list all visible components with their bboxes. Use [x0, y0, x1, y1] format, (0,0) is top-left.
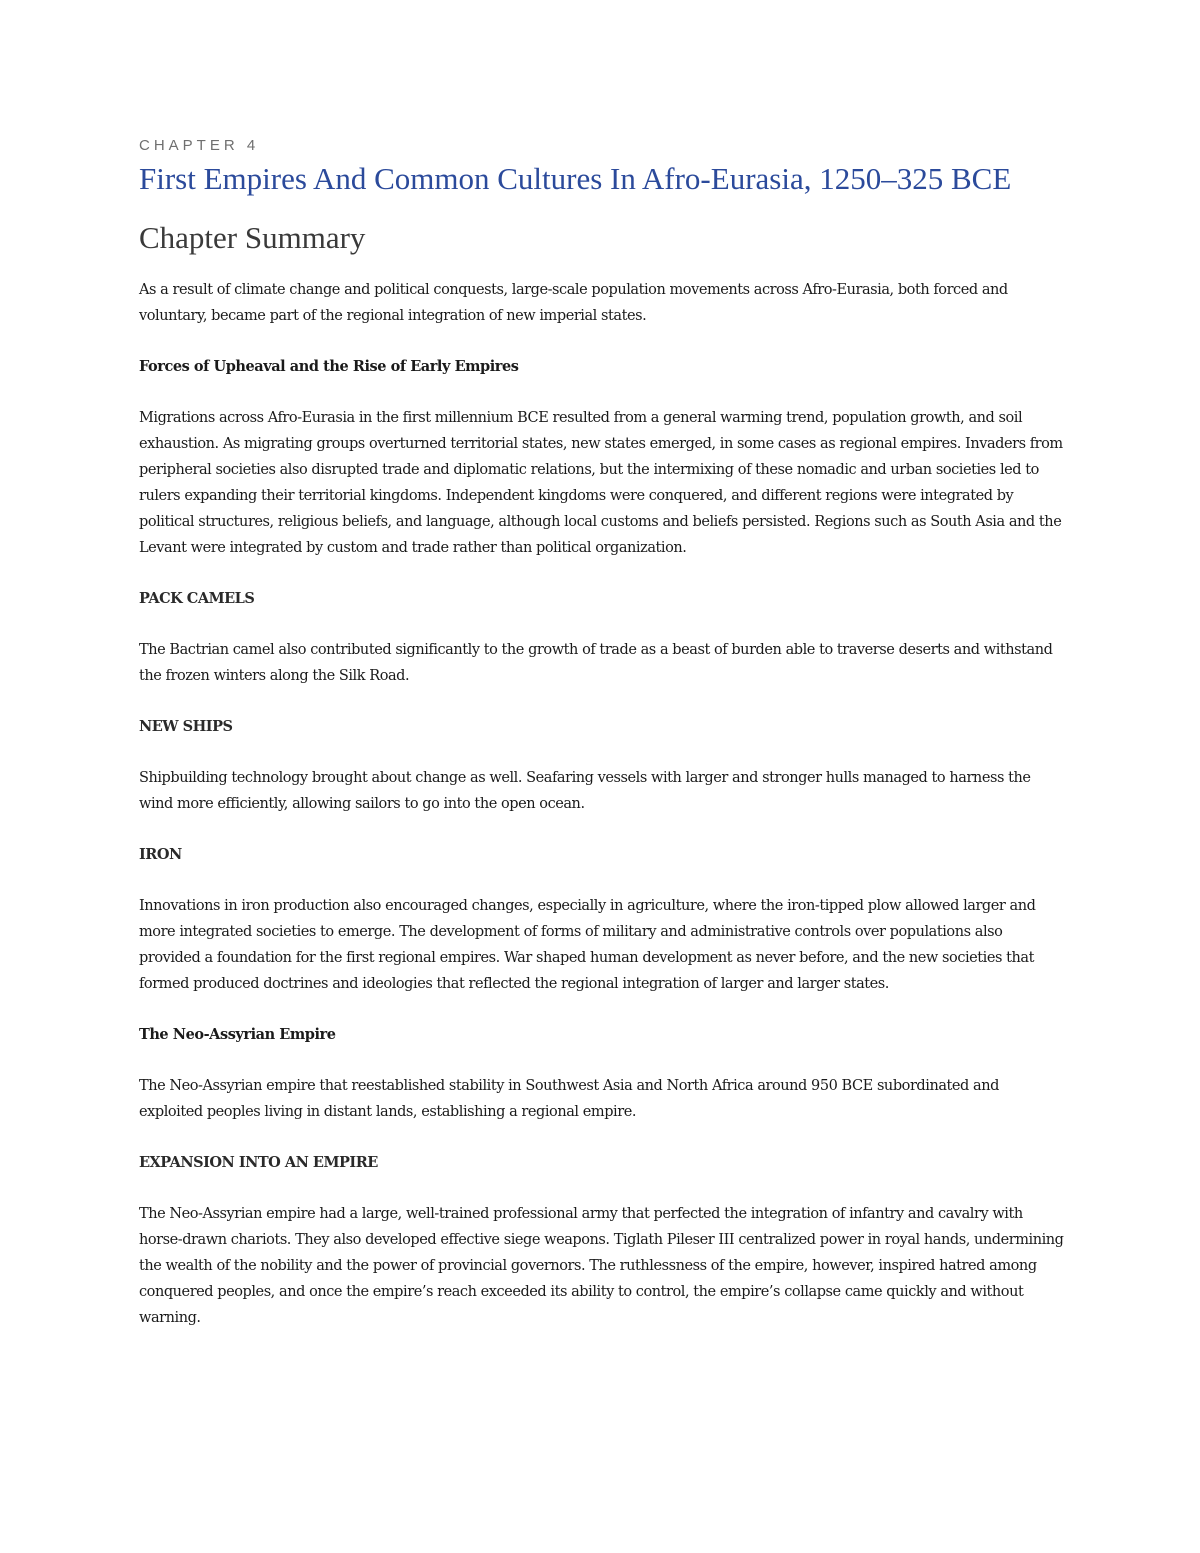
expansion-paragraph: The Neo-Assyrian empire had a large, well-trained professional army that perfected the integration of infantry and cavalry with horse-drawn chariots. They also developed effective siege weapons. Tiglath Pileser III centralized power in royal hands, undermining the wealth of the nobility and the power of provincial governors. The ruthlessness of the empire, however, inspired hatred among conquered peoples, and once the empire’s reach exceeded its ability to control, the empire’s collapse came quickly and without warning. — [139, 1206, 1064, 1326]
intro-paragraph: As a result of climate change and political conquests, large-scale population movements across Afro-Eurasia, both forced and voluntary, became part of the regional integration of new imperial states. — [139, 282, 1008, 324]
document-body — [139, 277, 1064, 1331]
subheading-pack-camels: PACK CAMELS — [139, 590, 255, 607]
migrations-paragraph: Migrations across Afro-Eurasia in the first millennium BCE resulted from a general warming trend, population growth, and soil exhaustion. As migrating groups overturned territorial states, new states emerged, in some cases as regional empires. Invaders from peripheral societies also disrupted trade and diplomatic relations, but the intermixing of these nomadic and urban societies led to rulers expanding their territorial kingdoms. Independent kingdoms were conquered, and different regions were integrated by political structures, religious beliefs, and language, although local customs and beliefs persisted. Regions such as South Asia and the Levant were integrated by custom and trade rather than political organization. — [139, 410, 1063, 556]
iron-paragraph: Innovations in iron production also encouraged changes, especially in agriculture, where the iron-tipped plow allowed larger and more integrated societies to emerge. The development of forms of military and administrative controls over populations also provided a foundation for the first regional empires. War shaped human development as never before, and the new societies that formed produced doctrines and ideologies that reflected the regional integration of larger and larger states. — [139, 898, 1036, 992]
chapter-label: CHAPTER 4 — [139, 137, 260, 154]
document-page — [139, 136, 1064, 1356]
neo-assyrian-paragraph: The Neo-Assyrian empire that reestablished stability in Southwest Asia and North Africa around 950 BCE subordinated and exploited peoples living in distant lands, establishing a regional empire. — [139, 1078, 999, 1120]
ships-paragraph: Shipbuilding technology brought about change as well. Seafaring vessels with larger and stronger hulls managed to harness the wind more efficiently, allowing sailors to go into the open ocean. — [139, 770, 1031, 812]
subheading-iron: IRON — [139, 846, 182, 863]
section-heading-neo-assyrian: The Neo-Assyrian Empire — [139, 1026, 336, 1043]
section-heading-upheaval: Forces of Upheaval and the Rise of Early Empires — [139, 358, 519, 375]
summary-heading: Chapter Summary — [139, 220, 366, 255]
subheading-expansion: EXPANSION INTO AN EMPIRE — [139, 1154, 378, 1171]
subheading-new-ships: NEW SHIPS — [139, 718, 233, 735]
chapter-title: First Empires And Common Cultures In Afro-Eurasia, 1250–325 BCE — [139, 161, 1012, 196]
camels-paragraph: The Bactrian camel also contributed significantly to the growth of trade as a beast of burden able to traverse deserts and withstand the frozen winters along the Silk Road. — [139, 642, 1053, 684]
